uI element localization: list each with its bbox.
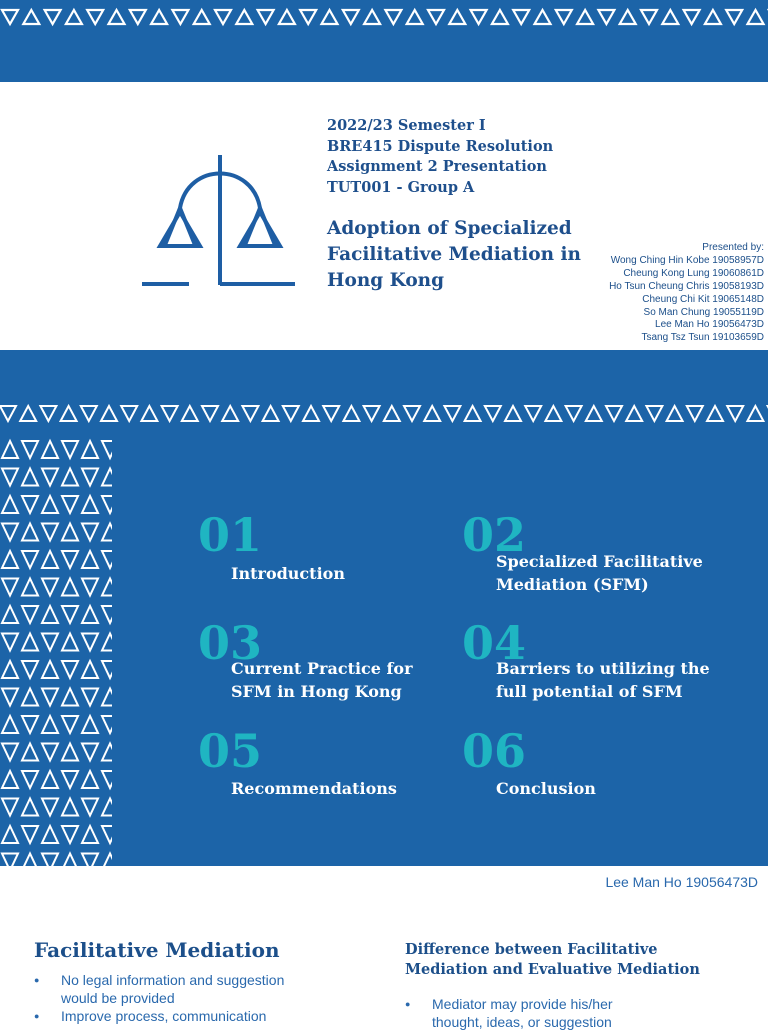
list-item: ● Mediator may provide his/her thought, ideas, or suggestion [405, 995, 665, 1031]
course-line: Assignment 2 Presentation [327, 157, 553, 178]
presenter-name: Cheung Kong Lung 19060861D [609, 268, 764, 281]
presenter-name: So Man Chung 19055119D [609, 307, 764, 320]
agenda-item-label[interactable]: Current Practice for SFM in Hong Kong [231, 657, 431, 703]
cover-top-band [0, 0, 768, 82]
agenda-number: 05 [198, 728, 262, 774]
agenda-item-label[interactable]: Conclusion [496, 777, 696, 800]
agenda-number: 06 [462, 728, 526, 774]
presenters-list [609, 242, 764, 345]
facilitative-title: Facilitative Mediation [34, 938, 280, 962]
agenda-item-label[interactable]: Specialized Facilitative Mediation (SFM) [496, 550, 726, 596]
agenda-number: 02 [462, 512, 526, 558]
triangle-pattern [0, 0, 768, 82]
agenda-number: 04 [462, 620, 526, 666]
list-item: ● Improve process, communication [34, 1007, 334, 1025]
scale-of-justice-icon [142, 150, 298, 290]
agenda-item-label[interactable]: Recommendations [231, 777, 431, 800]
presenter-name: Cheung Chi Kit 19065148D [609, 294, 764, 307]
agenda-number: 01 [198, 512, 262, 558]
presenter-name: Ho Tsun Cheung Chris 19058193D [609, 281, 764, 294]
course-line: TUT001 - Group A [327, 178, 553, 199]
agenda-item-label[interactable]: Introduction [231, 562, 431, 585]
course-line: BRE415 Dispute Resolution [327, 137, 553, 158]
difference-title: Difference between Facilitative Mediation and Evaluative Mediation [405, 940, 715, 980]
facilitative-bullets [34, 971, 334, 1025]
agenda-number: 03 [198, 620, 262, 666]
list-item: ● No legal information and suggestion would be provided [34, 971, 334, 1007]
presenter-name: Lee Man Ho 19056473D [609, 319, 764, 332]
course-info [327, 116, 553, 198]
presenter-name: Tsang Tsz Tsun 19103659D [609, 332, 764, 345]
presentation-title: Adoption of Specialized Facilitative Mediation in Hong Kong [327, 216, 587, 294]
presented-label: Presented by: [609, 242, 764, 255]
slide-presenter: Lee Man Ho 19056473D [605, 874, 758, 890]
cover-bottom-band [0, 350, 768, 400]
triangle-pattern [0, 400, 768, 438]
difference-bullets [405, 995, 665, 1031]
agenda-item-label[interactable]: Barriers to utilizing the full potential of SFM [496, 657, 726, 703]
triangle-pattern [0, 438, 112, 866]
course-line: 2022/23 Semester I [327, 116, 553, 137]
agenda-slide [0, 400, 768, 866]
presenter-name: Wong Ching Hin Kobe 19058957D [609, 255, 764, 268]
